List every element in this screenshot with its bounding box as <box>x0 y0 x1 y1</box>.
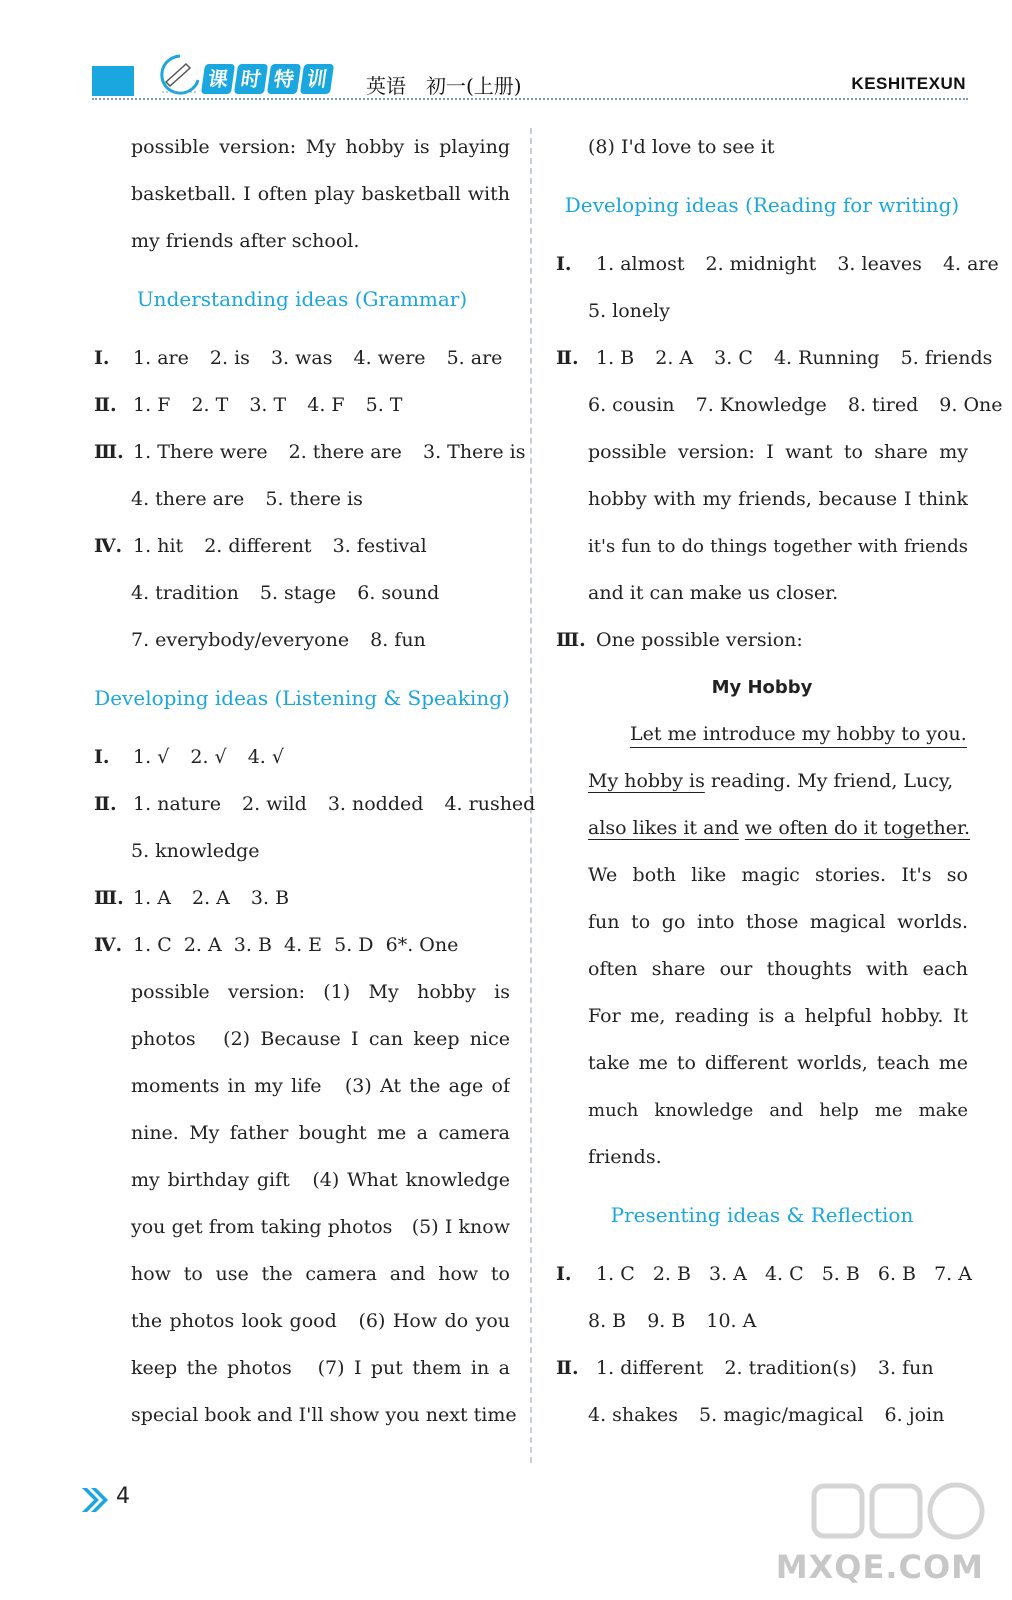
text-line: and it can make us closer. <box>588 582 839 604</box>
answer-row <box>556 1251 972 1298</box>
answer-row <box>94 781 536 828</box>
section-marker: Ⅱ. <box>94 793 117 815</box>
text-line: photos (2) Because I can keep nice <box>131 1028 510 1050</box>
watermark-text: MXQE.COM <box>775 1548 984 1586</box>
answer-row <box>556 335 993 382</box>
answer-row <box>94 523 510 570</box>
answer-text: 1. C 2. A 3. B 4. E 5. D 6*. One <box>133 934 459 956</box>
section-marker: Ⅰ. <box>556 253 572 275</box>
essay-underlined-text: we often do it together. <box>744 817 971 839</box>
brand-char: 训 <box>300 64 334 94</box>
answer-item: 2. there are <box>288 441 402 463</box>
brand-char: 课 <box>201 64 235 94</box>
section-marker: Ⅳ. <box>94 934 123 956</box>
answer-item: 1. B <box>596 347 635 369</box>
answer-item: 2. A <box>655 347 694 369</box>
answer-item: 4. rushed <box>444 793 536 815</box>
essay-line: much knowledge and help me make <box>588 1100 968 1121</box>
answer-row <box>94 617 510 664</box>
answer-item: 3. festival <box>332 535 427 557</box>
answer-row <box>94 828 510 875</box>
text-line: how to use the camera and how to <box>131 1263 510 1285</box>
text-line: possible version: I want to share my <box>588 441 968 463</box>
left-column <box>94 124 536 1439</box>
answer-item: 10. A <box>706 1310 757 1332</box>
answer-row <box>94 382 510 429</box>
answer-row <box>94 875 510 922</box>
answer-item: 8. tired <box>847 394 919 416</box>
brand-title <box>203 64 332 94</box>
answer-item: 1. different <box>596 1357 704 1379</box>
brand-char: 时 <box>234 64 268 94</box>
section-marker: Ⅰ. <box>94 746 110 768</box>
essay-title: My Hobby <box>711 677 813 698</box>
answer-item: 5. knowledge <box>131 840 260 862</box>
answer-item: 6. sound <box>357 582 440 604</box>
answer-item: 4. there are <box>131 488 245 510</box>
section-marker: Ⅰ. <box>94 347 110 369</box>
answer-item: 9. One <box>939 394 1003 416</box>
essay-text: reading. My friend, Lucy, <box>704 770 954 792</box>
text-line: keep the photos (7) I put them in a <box>131 1357 510 1379</box>
text-line: (8) I'd love to see it <box>588 136 775 158</box>
page-header <box>0 0 1012 110</box>
answer-row <box>94 734 510 781</box>
answer-item: 8. fun <box>370 629 426 651</box>
section-heading-reading: Developing ideas (Reading for writing) <box>564 193 960 217</box>
text-line: it's fun to do things together with friends <box>588 536 968 557</box>
section-marker: Ⅲ. <box>556 629 586 651</box>
answer-item: 1. are <box>133 347 189 369</box>
answer-item: 5. are <box>446 347 503 369</box>
answer-item: 6. B <box>877 1263 917 1285</box>
essay-line: fun to go into those magical worlds. <box>588 911 968 933</box>
answer-row <box>556 1298 968 1345</box>
series-code: KESHITEXUN <box>851 74 966 93</box>
answer-item: 9. B <box>647 1310 686 1332</box>
answer-item: 3. nodded <box>327 793 424 815</box>
essay-underlined-text: My hobby is <box>588 770 705 792</box>
answer-row <box>556 1345 968 1392</box>
text-line: my friends after school. <box>131 230 360 252</box>
text-line: the photos look good (6) How do you <box>131 1310 510 1332</box>
answer-row <box>94 429 526 476</box>
answer-item: 1. F <box>133 394 171 416</box>
section-marker: Ⅰ. <box>556 1263 572 1285</box>
answer-item: 1. A <box>133 887 171 909</box>
text-line: my birthday gift (4) What knowledge <box>131 1169 510 1191</box>
right-column <box>556 124 1003 1439</box>
text-line: basketball. I often play basketball with <box>131 183 510 205</box>
subject-label: 英语 初一(上册) <box>366 74 522 98</box>
answer-item: 4. shakes <box>588 1404 678 1426</box>
section-heading-presenting: Presenting ideas & Reflection <box>610 1203 914 1227</box>
text-line: hobby with my friends, because I think <box>588 488 968 510</box>
answer-row <box>556 288 968 335</box>
answer-item: 3. fun <box>877 1357 934 1379</box>
answer-row <box>94 922 510 969</box>
header-color-block <box>92 66 134 96</box>
answer-item: 3. There is <box>422 441 526 463</box>
answer-item: 1. hit <box>133 535 184 557</box>
text-line: special book and I'll show you next time <box>131 1404 517 1426</box>
answer-item: 5. friends <box>900 347 993 369</box>
answer-item: 5. T <box>365 394 403 416</box>
answer-row <box>556 241 999 288</box>
answer-item: 2. midnight <box>705 253 817 275</box>
essay-line: We both like magic stories. It's so <box>588 864 968 886</box>
essay-line <box>556 758 968 805</box>
answer-item: 1. C <box>596 1263 635 1285</box>
section-marker: Ⅳ. <box>94 535 123 557</box>
answer-item: 3. A <box>709 1263 747 1285</box>
text-line: possible version: (1) My hobby is <box>131 981 510 1003</box>
answer-item: 2. tradition(s) <box>724 1357 857 1379</box>
essay-underlined-text: also likes it and <box>588 817 739 839</box>
text-line: moments in my life (3) At the age of <box>131 1075 510 1097</box>
answer-item: 4. tradition <box>131 582 239 604</box>
section-marker: Ⅲ. <box>94 441 124 463</box>
section-heading-listening: Developing ideas (Listening & Speaking) <box>94 686 510 710</box>
brand-char: 特 <box>267 64 301 94</box>
answer-item: 3. leaves <box>837 253 922 275</box>
answer-row <box>556 617 968 664</box>
section-heading-grammar: Understanding ideas (Grammar) <box>136 287 468 311</box>
header-divider <box>92 98 968 100</box>
answer-item: 5. lonely <box>588 300 670 322</box>
essay-underlined-text: Let me introduce my hobby to you. <box>630 723 967 748</box>
answer-item: 4. C <box>764 1263 804 1285</box>
page-arrow-icon <box>80 1486 110 1514</box>
answer-row <box>556 1392 968 1439</box>
answer-item: 7. A <box>934 1263 972 1285</box>
answer-row <box>94 335 510 382</box>
answer-row <box>94 570 510 617</box>
brand-logo <box>152 52 202 98</box>
answer-item: 8. B <box>588 1310 627 1332</box>
answer-text: One possible version: <box>596 629 803 651</box>
essay-line: friends. <box>588 1146 662 1168</box>
essay-line <box>556 711 968 758</box>
answer-item: 4. were <box>353 347 426 369</box>
essay-line: take me to different worlds, teach me <box>588 1052 968 1074</box>
answer-item: 4. Running <box>773 347 880 369</box>
answer-item: 5. there is <box>265 488 363 510</box>
essay-line: often share our thoughts with each <box>588 958 968 980</box>
answer-item: 6. join <box>884 1404 945 1426</box>
answer-item: 2. wild <box>242 793 307 815</box>
answer-item: 3. was <box>270 347 333 369</box>
answer-item: 6. cousin <box>588 394 675 416</box>
answer-item: 2. is <box>209 347 250 369</box>
answer-item: 1. There were <box>133 441 268 463</box>
essay-line <box>556 805 971 852</box>
answer-item: 4. F <box>307 394 345 416</box>
answer-item: 3. B <box>250 887 290 909</box>
answer-item: 5. stage <box>259 582 337 604</box>
text-line: possible version: My hobby is playing <box>131 136 510 158</box>
answer-item: 1. almost <box>596 253 685 275</box>
page-number: 4 <box>116 1484 130 1509</box>
answer-item: 2. B <box>652 1263 691 1285</box>
answer-item: 3. C <box>714 347 753 369</box>
text-line: you get from taking photos (5) I know <box>131 1216 510 1238</box>
answer-item: 2. A <box>191 887 230 909</box>
section-marker: Ⅲ. <box>94 887 124 909</box>
section-marker: Ⅱ. <box>94 394 117 416</box>
answer-item: 4. √ <box>247 746 284 768</box>
answer-item: 4. are <box>942 253 999 275</box>
section-marker: Ⅱ. <box>556 347 579 369</box>
answer-item: 7. everybody/everyone <box>131 629 350 651</box>
answer-item: 2. √ <box>190 746 227 768</box>
text-line: nine. My father bought me a camera <box>131 1122 510 1144</box>
answer-item: 1. √ <box>133 746 170 768</box>
answer-row <box>556 382 1003 429</box>
essay-line: For me, reading is a helpful hobby. It <box>588 1005 968 1027</box>
answer-item: 7. Knowledge <box>695 394 827 416</box>
answer-row <box>94 476 510 523</box>
section-marker: Ⅱ. <box>556 1357 579 1379</box>
answer-item: 2. different <box>204 535 312 557</box>
answer-item: 1. nature <box>133 793 221 815</box>
answer-item: 2. T <box>191 394 229 416</box>
answer-item: 5. magic/magical <box>699 1404 864 1426</box>
answer-item: 5. B <box>821 1263 860 1285</box>
answer-item: 3. T <box>249 394 287 416</box>
